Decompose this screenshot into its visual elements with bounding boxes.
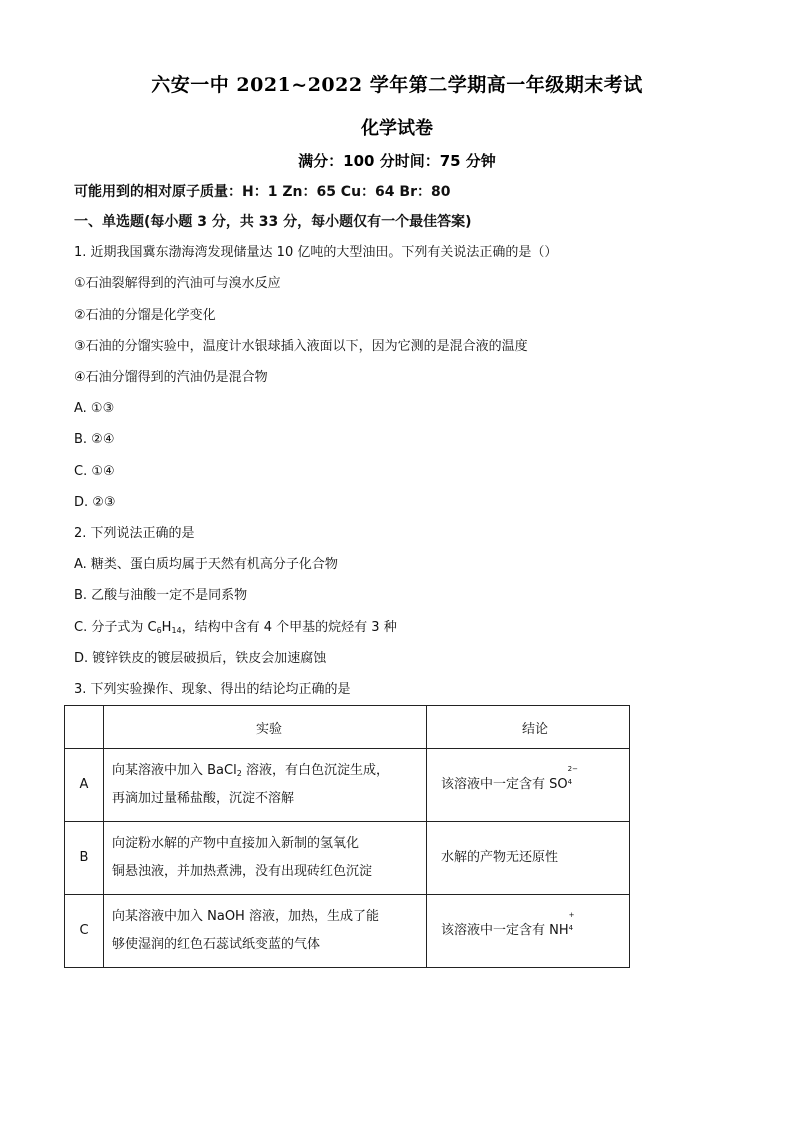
conclusion-text: 该溶液中一定含有 SO (441, 777, 568, 792)
ion-subscript: 4 (568, 924, 574, 932)
ion-charge: + (568, 911, 575, 919)
table-header-cell (65, 706, 104, 749)
q3-stem: 3. 下列实验操作、现象、得出的结论均正确的是 (74, 682, 351, 697)
q1-statement: ③石油的分馏实验中，温度计水银球插入液面以下，因为它测的是混合液的温度 (74, 339, 528, 354)
q2-stem: 2. 下列说法正确的是 (74, 526, 195, 541)
experiment-line (112, 757, 426, 785)
row-label: B (65, 822, 104, 895)
atomic-mass-line: 可能用到的相对原子质量：H：1 Zn：65 Cu：64 Br：80 (74, 184, 451, 200)
q2-option-a: A. 糖类、蛋白质均属于天然有机高分子化合物 (74, 557, 338, 572)
experiment-line: 够使湿润的红色石蕊试纸变蓝的气体 (112, 937, 321, 952)
table-header-row (65, 706, 630, 749)
subscript: 14 (171, 626, 182, 635)
q2-option-c-text: H (161, 620, 172, 635)
table-row (65, 895, 630, 968)
q1-statement: ④石油分馏得到的汽油仍是混合物 (74, 370, 268, 385)
section-title: 一、单选题(每小题 3 分，共 33 分，每小题仅有一个最佳答案) (74, 214, 472, 230)
experiment-line: 铜悬浊液，并加热煮沸，没有出现砖红色沉淀 (112, 864, 373, 879)
page-title: 六安一中 2021~2022 学年第二学期高一年级期末考试 (151, 74, 643, 96)
subject-title: 化学试卷 (361, 118, 433, 139)
q2-option-c-text: ，结构中含有 4 个甲基的烷烃有 3 种 (181, 620, 397, 635)
experiment-text: 溶液，有白色沉淀生成， (241, 763, 389, 778)
table-row (65, 749, 630, 822)
row-label: C (65, 895, 104, 968)
table-row (65, 822, 630, 895)
subscript: 2 (236, 769, 242, 778)
q1-option-b: B. ②④ (74, 432, 115, 447)
q1-option-d: D. ②③ (74, 495, 116, 510)
q1-statement: ②石油的分馏是化学变化 (74, 308, 216, 323)
experiment-cell (104, 749, 427, 822)
experiment-cell (104, 895, 427, 968)
experiment-line: 向某溶液中加入 NaOH 溶液，加热，生成了能 (112, 909, 379, 924)
q2-option-d: D. 镀锌铁皮的镀层破损后，铁皮会加速腐蚀 (74, 651, 327, 666)
q1-option-a: A. ①③ (74, 401, 115, 416)
score-time-line: 满分：100 分时间：75 分钟 (298, 152, 496, 170)
q2-option-c-text: C. 分子式为 C (74, 620, 157, 635)
conclusion-cell (427, 749, 630, 822)
q1-option-c: C. ①④ (74, 464, 115, 479)
q2-option-c (74, 619, 397, 637)
ion-charge: 2− (567, 765, 578, 773)
subscript: 6 (156, 626, 162, 635)
table-header-cell: 实验 (104, 706, 427, 749)
ion-subscript: 4 (567, 778, 573, 786)
experiment-line: 向淀粉水解的产物中直接加入新制的氢氧化 (112, 836, 360, 851)
conclusion-cell (427, 895, 630, 968)
experiment-cell (104, 822, 427, 895)
q1-statement: ①石油裂解得到的汽油可与溴水反应 (74, 276, 281, 291)
table-header-cell: 结论 (427, 706, 630, 749)
row-label: A (65, 749, 104, 822)
q2-option-b: B. 乙酸与油酸一定不是同系物 (74, 588, 248, 603)
q1-stem: 1. 近期我国冀东渤海湾发现储量达 10 亿吨的大型油田。下列有关说法正确的是（） (74, 245, 558, 260)
experiment-table (64, 705, 630, 968)
experiment-line: 再滴加过量稀盐酸，沉淀不溶解 (112, 791, 295, 806)
experiment-text: 向某溶液中加入 BaCl (112, 763, 237, 778)
conclusion-text: 该溶液中一定含有 NH (441, 923, 569, 938)
conclusion-cell: 水解的产物无还原性 (427, 822, 630, 895)
